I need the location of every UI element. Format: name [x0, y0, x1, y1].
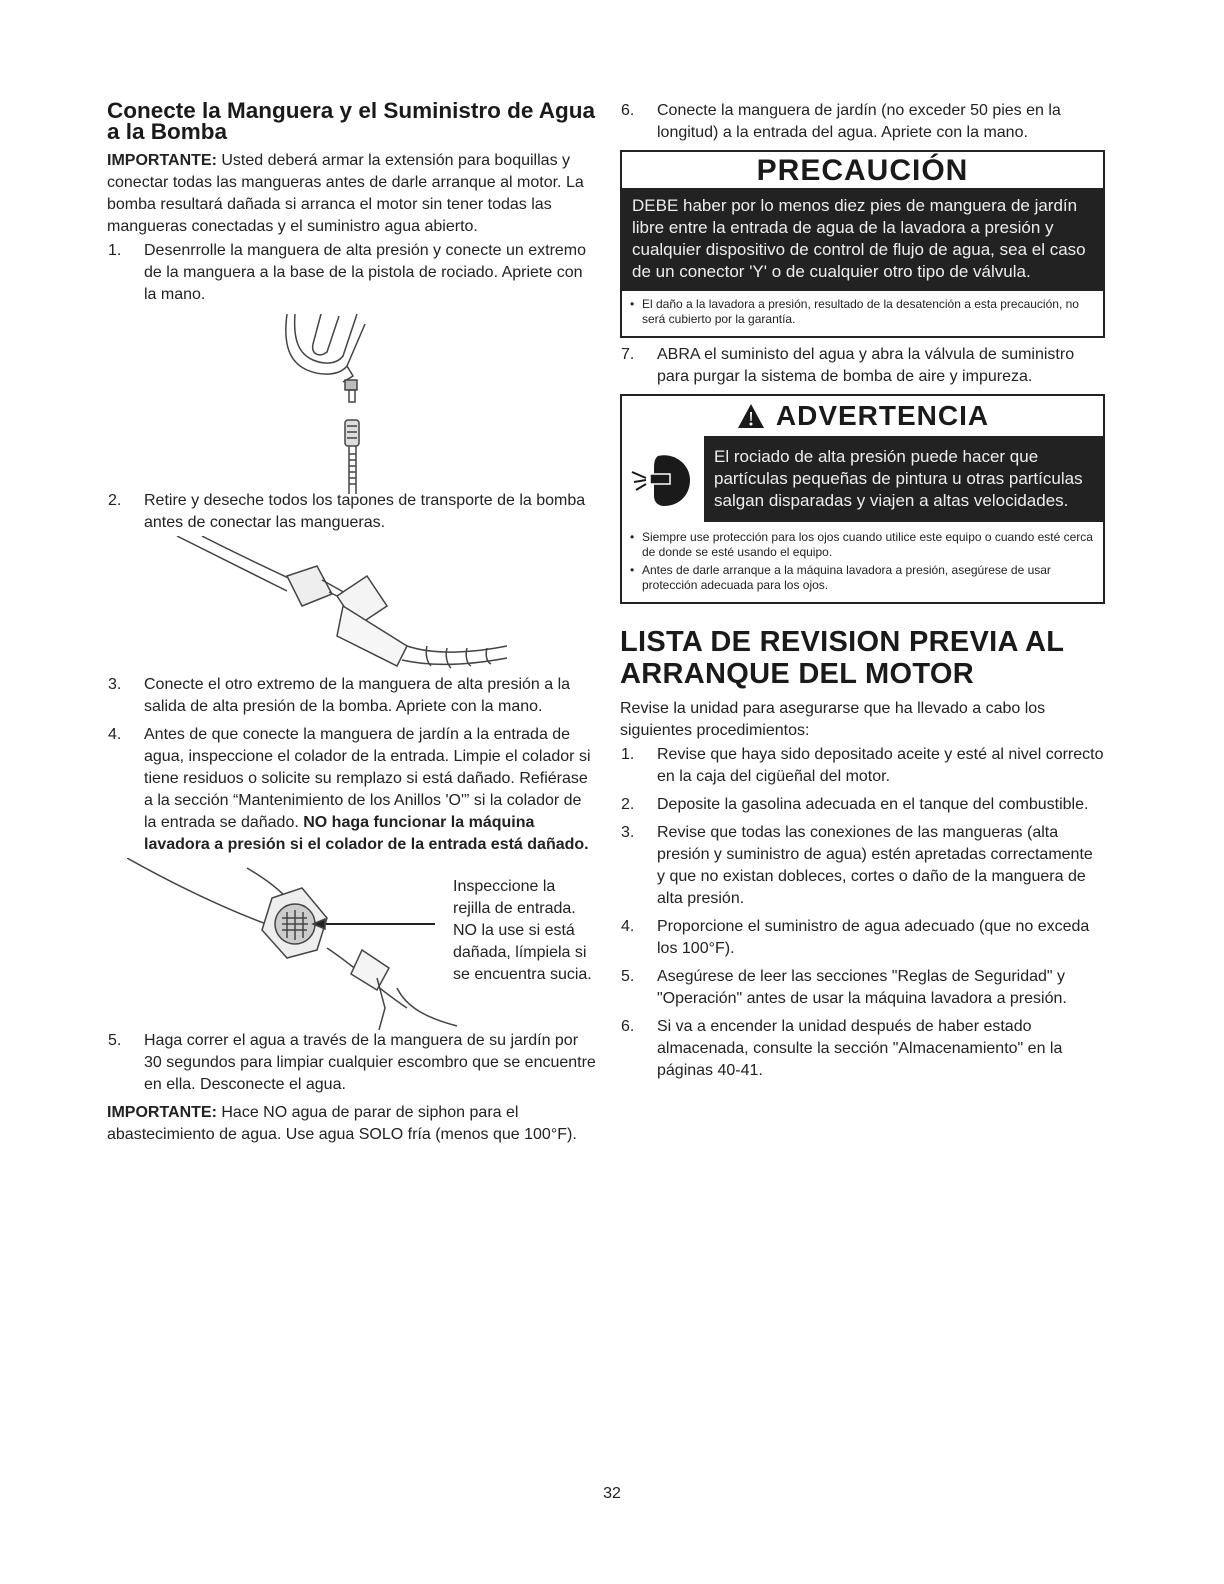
precaucion-title: PRECAUCIÓN: [756, 154, 969, 187]
step-5: [107, 1030, 597, 1096]
hose-fitting-illustration: [107, 536, 597, 686]
precaucion-box: [620, 150, 1105, 338]
inlet-screen-illustration: [127, 858, 467, 1030]
lista-intro: Revise la unidad para asegurarse que ha llevado a cabo los siguientes procedimientos:: [620, 700, 1046, 739]
step-number: 4.: [108, 726, 122, 743]
advertencia-band: [622, 436, 1103, 522]
step-2: [107, 490, 597, 534]
left-column: [107, 100, 597, 1146]
section-title: Conecte la Manguera y el Suministro de Agua a la Bomba: [107, 98, 596, 144]
inlet-callout: Inspeccione la rejilla de entrada. NO la use si está dañada, límpiela si se encuentra sucia.: [453, 878, 592, 983]
precaucion-band: DEBE haber por lo menos diez pies de manguera de jardín libre entre la entrada de agua de la lavadora a presión y cualquier dispositivo de control de flujo de agua, sea el caso de un conector 'Y' o de cualquier otro tipo de válvula.: [622, 188, 1103, 291]
step-text: ABRA el suministo del agua y abra la válvula de suministro para purgar la sistema de bomba de aire y impureza.: [657, 346, 1075, 385]
step-7: [620, 344, 1105, 388]
eye-protection-icon: [622, 436, 706, 522]
advertencia-header: [622, 396, 1103, 436]
precaucion-note: • El daño a la lavadora a presión, resultado de la desatención a esta precaución, no será cubierto por la garantía.: [630, 297, 1095, 327]
item-number: 4.: [621, 918, 635, 935]
list-item: [620, 916, 1105, 960]
step-number: 2.: [108, 492, 122, 509]
step-3: [107, 674, 597, 718]
importante-paragraph: [107, 150, 597, 238]
list-item: [620, 966, 1105, 1010]
inlet-figure: [107, 858, 597, 1030]
step-text: Desenrrolle la manguera de alta presión y conecte un extremo de la manguera a la base de la pistola de rociado. Apriete con la mano.: [144, 242, 587, 303]
advertencia-title: ADVERTENCIA: [775, 400, 990, 431]
list-item: [620, 794, 1105, 816]
importante-paragraph-2: [107, 1102, 597, 1146]
importante-label: IMPORTANTE:: [107, 1104, 217, 1121]
item-number: 6.: [621, 1018, 635, 1035]
step-number: 3.: [108, 676, 122, 693]
warning-triangle-icon: [736, 402, 766, 430]
right-column: [620, 100, 1105, 1088]
item-number: 3.: [621, 824, 635, 841]
item-text: Deposite la gasolina adecuada en el tanque del combustible.: [657, 796, 1089, 813]
step-1: [107, 240, 597, 306]
item-text: Proporcione el suministro de agua adecuado (que no exceda los 100°F).: [657, 918, 1090, 957]
item-text: Si va a encender la unidad después de haber estado almacenada, consulte la sección "Almacenamiento" en la páginas 40-41.: [657, 1018, 1063, 1079]
step-text: Retire y deseche todos los tapones de transporte de la bomba antes de conectar las mangueras.: [144, 492, 586, 531]
advertencia-bullet: • Siempre use protección para los ojos cuando utilice este equipo o cuando esté cerca de donde se esté usando el equipo.: [630, 530, 1095, 560]
advertencia-band-text: El rociado de alta presión puede hacer que partículas pequeñas de pintura u otras partículas salgan disparadas y viajen a altas velocidades.: [714, 447, 1083, 510]
advertencia-bullet: • Antes de darle arranque a la máquina lavadora a presión, asegúrese de usar protección adecuada para los ojos.: [630, 563, 1095, 593]
spray-gun-hose-illustration: [107, 304, 597, 494]
step-number: 7.: [621, 346, 635, 363]
list-item: [620, 744, 1105, 788]
page-number: 32: [603, 1485, 621, 1502]
step-text: Antes de que conecte la manguera de jardín a la entrada de agua, inspeccione el colador de la entrada. Limpie el colador si tiene residuos o solicite su remplazo si está dañado. Refiérase a la sección “Mantenimiento de los Anillos 'O'” si la colador de la entrada se dañado.: [144, 726, 591, 831]
item-text: Revise que haya sido depositado aceite y esté al nivel correcto en la caja del cigüeñal del motor.: [657, 746, 1104, 785]
step-4: [107, 724, 597, 856]
lista-title: LISTA DE REVISION PREVIA AL ARRANQUE DEL MOTOR: [620, 626, 1064, 690]
list-item: [620, 1016, 1105, 1082]
step-number: 1.: [108, 242, 122, 259]
step-text: Conecte la manguera de jardín (no exceder 50 pies en la longitud) a la entrada del agua. Apriete con la mano.: [657, 102, 1061, 141]
step-number: 6.: [621, 102, 635, 119]
step-6: [620, 100, 1105, 144]
checklist: [620, 744, 1105, 1082]
item-text: Asegúrese de leer las secciones "Reglas de Seguridad" y "Operación" antes de usar la máquina lavadora a presión.: [657, 968, 1067, 1007]
advertencia-bullets: [622, 522, 1103, 602]
advertencia-box: [620, 394, 1105, 604]
importante-text: Usted deberá armar la extensión para boquillas y conectar todas las mangueras antes de darle arranque al motor. La bomba resultará dañada si arranca el motor sin tener todas las mangueras conectadas y el suministro agua abierto.: [107, 152, 584, 235]
precaucion-notes: [622, 291, 1103, 336]
item-number: 2.: [621, 796, 635, 813]
importante-label: IMPORTANTE:: [107, 152, 217, 169]
importante-text: Hace NO agua de parar de siphon para el abastecimiento de agua. Use agua SOLO fría (menos que 100°F).: [107, 1104, 577, 1143]
item-number: 5.: [621, 968, 635, 985]
list-item: [620, 822, 1105, 910]
step-text: Haga correr el agua a través de la manguera de su jardín por 30 segundos para limpiar cualquier escombro que se encuentre en ella. Desconecte el agua.: [144, 1032, 596, 1093]
step-text: Conecte el otro extremo de la manguera de alta presión a la salida de alta presión de la bomba. Apriete con la mano.: [144, 676, 571, 715]
item-text: Revise que todas las conexiones de las mangueras (alta presión y suministro de agua) estén apretadas correctamente y que no existan dobleces, cortes o daño de la manguera de alta presión.: [657, 824, 1093, 907]
step-warning-bold: NO haga funcionar la máquina lavadora a presión si el colador de la entrada está dañado.: [144, 814, 589, 853]
item-number: 1.: [621, 746, 635, 763]
step-number: 5.: [108, 1032, 122, 1049]
